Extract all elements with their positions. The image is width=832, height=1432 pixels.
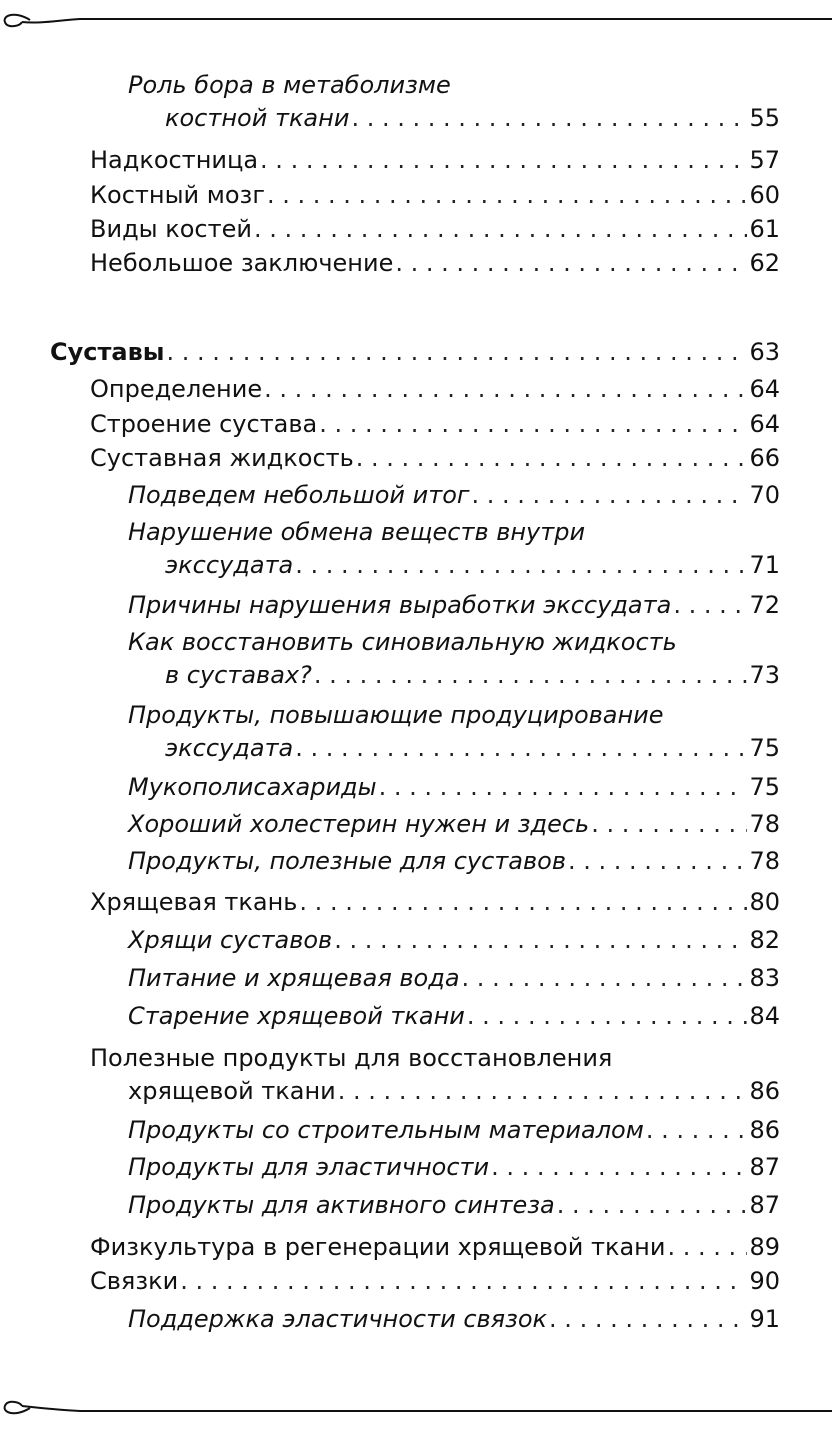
- toc-page-number: 62: [749, 249, 780, 277]
- dot-leader: [319, 409, 747, 439]
- toc-entry-title: Роль бора в метаболизме: [128, 71, 451, 99]
- toc-entry-title: костной ткани: [165, 104, 350, 132]
- toc-page-number: 89: [749, 1233, 780, 1261]
- toc-page-number: 64: [749, 375, 780, 403]
- toc-entry-line: [128, 1304, 780, 1334]
- dot-leader: [568, 846, 747, 876]
- dot-leader: [166, 337, 747, 367]
- toc-page-number: 82: [749, 926, 780, 954]
- toc-entry-title: экссудата: [165, 734, 294, 762]
- toc-entry-title: Виды костей: [90, 215, 252, 243]
- toc-entry-line: [90, 214, 780, 244]
- toc-page-number: 75: [749, 773, 780, 801]
- toc-entry-title: Продукты со строительным материалом: [128, 1116, 644, 1144]
- toc-entry-line: [90, 443, 780, 473]
- toc-entry-title: Подведем небольшой итог: [128, 481, 470, 509]
- toc-entry-line: [128, 963, 780, 993]
- toc-entry-title: Хрящевая ткань: [90, 888, 298, 916]
- dot-leader: [314, 660, 748, 690]
- toc-page-number: 70: [749, 481, 780, 509]
- toc-page-number: 73: [749, 661, 780, 689]
- toc-entry-line: [90, 248, 780, 278]
- toc-entry-title: Продукты для активного синтеза: [128, 1191, 555, 1219]
- toc-entry-line: [128, 1076, 780, 1106]
- dot-leader: [267, 180, 748, 210]
- toc-entry-line: [128, 1001, 780, 1031]
- toc-entry-line: [128, 846, 780, 876]
- toc-entry-line: [165, 660, 780, 690]
- dot-leader: [673, 590, 747, 620]
- toc-entry-title: Нарушение обмена веществ внутри: [128, 518, 586, 546]
- toc-page-number: 78: [749, 810, 780, 838]
- toc-entry-title: Физкультура в регенерации хрящевой ткани: [90, 1233, 666, 1261]
- toc-entry-line: [128, 809, 780, 839]
- toc-entry-line: [128, 627, 677, 657]
- dot-leader: [299, 887, 747, 917]
- dot-leader: [646, 1115, 748, 1145]
- dot-leader: [395, 248, 747, 278]
- toc-page-number: 72: [749, 591, 780, 619]
- toc-page-number: 87: [749, 1153, 780, 1181]
- toc-entry-line: [90, 145, 780, 175]
- dot-leader: [351, 103, 747, 133]
- toc-entry-title: Надкостница: [90, 146, 259, 174]
- toc-page-number: 84: [749, 1002, 780, 1030]
- toc-page-number: 57: [749, 146, 780, 174]
- toc-entry-title: в суставах?: [165, 661, 312, 689]
- toc-entry-title: Продукты для эластичности: [128, 1153, 490, 1181]
- toc-page-number: 80: [749, 888, 780, 916]
- dot-leader: [591, 809, 747, 839]
- dot-leader: [338, 1076, 748, 1106]
- toc-entry-line: [128, 700, 664, 730]
- toc-entry-title: Поддержка эластичности связок: [128, 1305, 548, 1333]
- toc-entry-title: Суставы: [50, 338, 165, 366]
- toc-entry-line: [128, 925, 780, 955]
- toc-entry-title: Старение хрящевой ткани: [128, 1002, 465, 1030]
- dot-leader: [549, 1304, 747, 1334]
- toc-page-number: 64: [749, 410, 780, 438]
- toc-entry-line: [128, 517, 585, 547]
- dot-leader: [260, 145, 747, 175]
- toc-page-number: 75: [749, 734, 780, 762]
- toc-entry-line: [128, 1190, 780, 1220]
- toc-entry-line: [90, 374, 780, 404]
- toc-entry-line: [90, 409, 780, 439]
- toc-entry-title: Связки: [90, 1267, 179, 1295]
- toc-entry-line: [128, 772, 780, 802]
- toc-entry-title: Суставная жидкость: [90, 444, 354, 472]
- toc-page-number: 63: [749, 338, 780, 366]
- toc-entry-line: [128, 590, 780, 620]
- toc-page-number: 71: [749, 551, 780, 579]
- toc-entry-title: Как восстановить синовиальную жидкость: [128, 628, 677, 656]
- dot-leader: [295, 550, 747, 580]
- toc-entry-title: Продукты, полезные для суставов: [128, 847, 566, 875]
- toc-page-number: 83: [749, 964, 780, 992]
- dot-leader: [295, 733, 747, 763]
- toc-page-number: 55: [749, 104, 780, 132]
- dot-leader: [557, 1190, 748, 1220]
- toc-entry-line: [128, 70, 451, 100]
- toc-entry-title: Определение: [90, 375, 263, 403]
- toc-entry-line: [165, 733, 780, 763]
- dot-leader: [254, 214, 748, 244]
- dot-leader: [379, 772, 748, 802]
- toc-entry-line: [165, 550, 780, 580]
- toc-entry-title: Хрящи суставов: [128, 926, 333, 954]
- toc-entry-title: Полезные продукты для восстановления: [90, 1044, 613, 1072]
- dot-leader: [472, 480, 748, 510]
- dot-leader: [491, 1152, 747, 1182]
- toc-page-number: 78: [749, 847, 780, 875]
- toc-page-number: 91: [749, 1305, 780, 1333]
- toc-entry-title: Продукты, повышающие продуцирование: [128, 701, 664, 729]
- toc-entry-line: [50, 337, 780, 367]
- dot-leader: [180, 1266, 747, 1296]
- toc-entry-line: [128, 480, 780, 510]
- toc-page-number: 86: [749, 1116, 780, 1144]
- toc-page-number: 60: [749, 181, 780, 209]
- toc-page-number: 90: [749, 1267, 780, 1295]
- toc-entry-line: [128, 1152, 780, 1182]
- toc-entry-line: [90, 1266, 780, 1296]
- bottom-ornament-rule: [0, 1398, 832, 1422]
- toc-entry-title: Причины нарушения выработки экссудата: [128, 591, 672, 619]
- dot-leader: [467, 1001, 748, 1031]
- toc-entry-title: экссудата: [165, 551, 294, 579]
- toc-page-number: 61: [749, 215, 780, 243]
- toc-entry-title: Костный мозг: [90, 181, 265, 209]
- toc-page-number: 87: [749, 1191, 780, 1219]
- toc-entry-title: хрящевой ткани: [128, 1077, 336, 1105]
- toc-entry-line: [165, 103, 780, 133]
- toc-entry-title: Питание и хрящевая вода: [128, 964, 460, 992]
- toc-page-number: 66: [749, 444, 780, 472]
- toc-entry-line: [128, 1115, 780, 1145]
- toc-page-number: 86: [749, 1077, 780, 1105]
- toc-entry-title: Небольшое заключение: [90, 249, 394, 277]
- toc-entry-line: [90, 1043, 612, 1073]
- dot-leader: [462, 963, 748, 993]
- dot-leader: [667, 1232, 747, 1262]
- dot-leader: [264, 374, 747, 404]
- dot-leader: [356, 443, 748, 473]
- dot-leader: [334, 925, 747, 955]
- toc-entry-title: Строение сустава: [90, 410, 318, 438]
- toc-entry-title: Хороший холестерин нужен и здесь: [128, 810, 590, 838]
- toc-entry-line: [90, 887, 780, 917]
- toc-entry-line: [90, 1232, 780, 1262]
- toc-entry-line: [90, 180, 780, 210]
- toc-entry-title: Мукополисахариды: [128, 773, 377, 801]
